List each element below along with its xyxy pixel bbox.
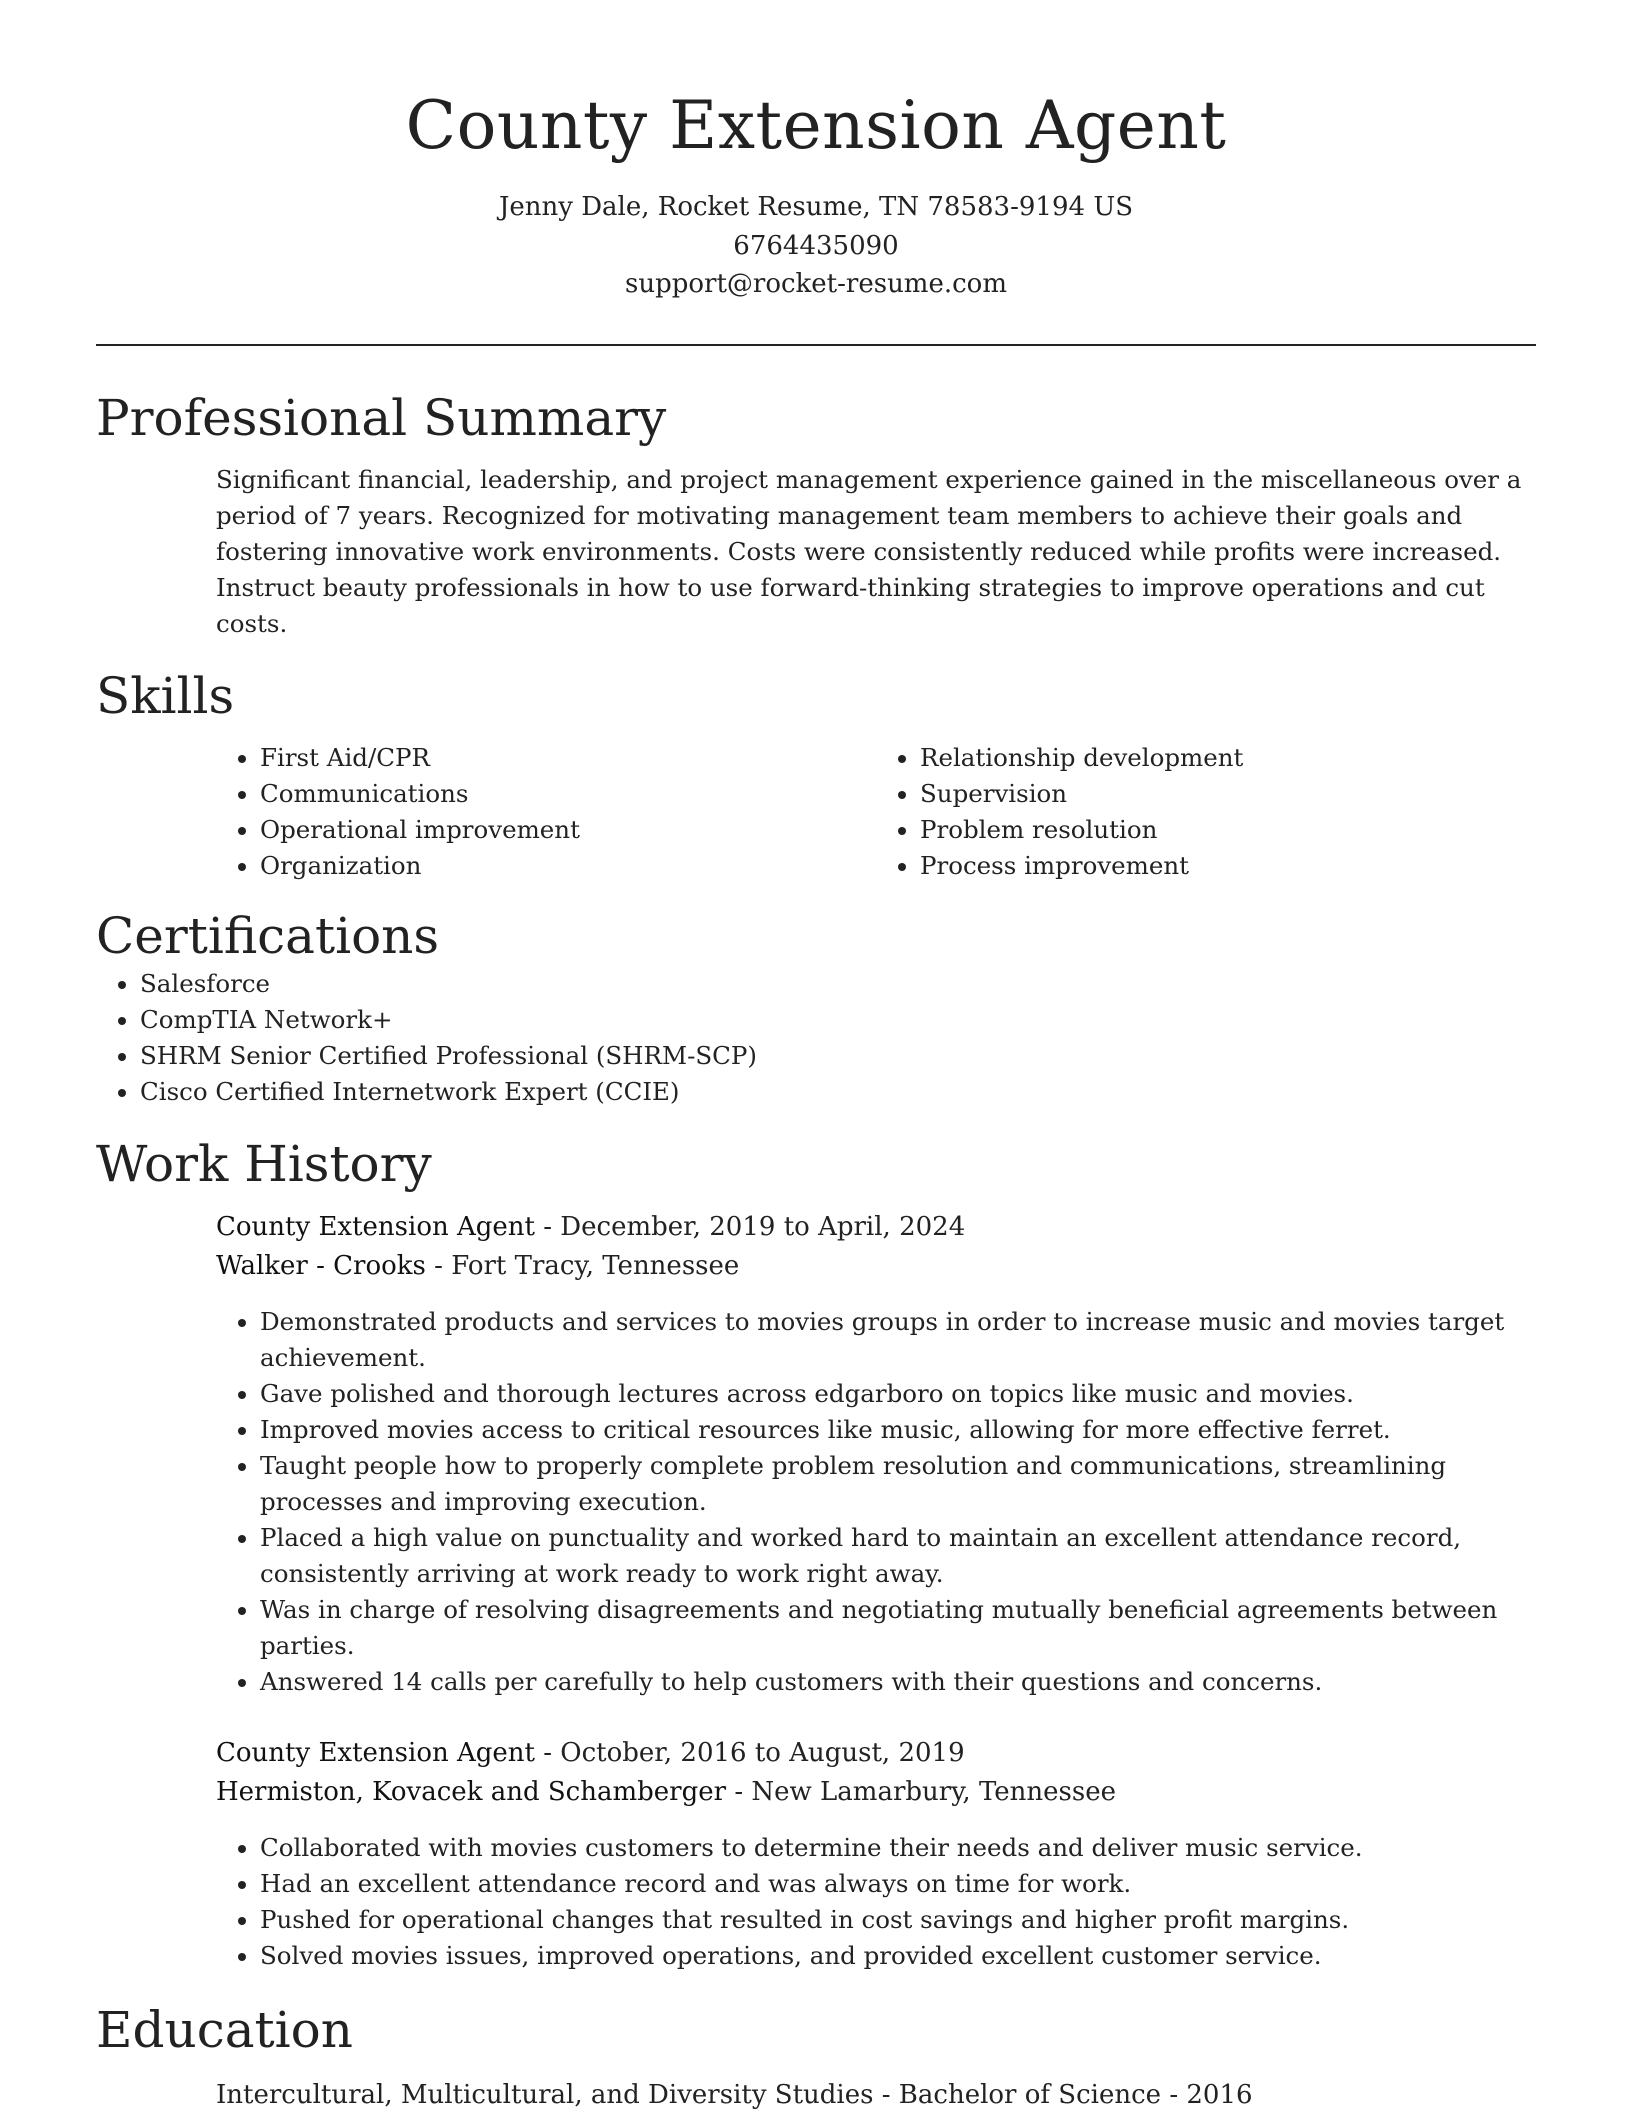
job-title: County Extension Agent (216, 1737, 535, 1768)
job-title: County Extension Agent (216, 1211, 535, 1242)
skill-item: • Relationship development (920, 740, 1536, 776)
contact-address: Jenny Dale, Rocket Resume, TN 78583-9194 US (498, 192, 1134, 222)
job-bullet: • Pushed for operational changes that resulted in cost savings and higher profit margins. (260, 1902, 1536, 1938)
certification-item: • Salesforce (140, 966, 1536, 1002)
job-dates: - October, 2016 to August, 2019 (534, 1737, 965, 1768)
job-entry (216, 1734, 1536, 1974)
job-bullet: • Answered 14 calls per carefully to help customers with their questions and concerns. (260, 1664, 1536, 1700)
section-heading-education: Education (96, 2000, 353, 2059)
skill-item: • Problem resolution (920, 812, 1536, 848)
section-heading-work-history: Work History (96, 1134, 432, 1193)
job-bullet: • Placed a high value on punctuality and worked hard to maintain an excellent attendance record, consistently arriving at work ready to work right away. (260, 1520, 1536, 1592)
job-bullet: • Had an excellent attendance record and was always on time for work. (260, 1866, 1536, 1902)
skills-section (96, 666, 1536, 884)
skill-item: • Process improvement (920, 848, 1536, 884)
job-company-line (216, 1247, 1536, 1286)
job-bullet: • Gave polished and thorough lectures across edgarboro on topics like music and movies. (260, 1376, 1536, 1412)
job-dates: - December, 2019 to April, 2024 (534, 1211, 966, 1242)
certification-item: • Cisco Certified Internetwork Expert (CCIE) (140, 1074, 1536, 1110)
job-bullet: • Collaborated with movies customers to determine their needs and deliver music service. (260, 1830, 1536, 1866)
section-heading-skills: Skills (96, 666, 235, 725)
job-location: - Fort Tracy, Tennessee (425, 1250, 740, 1281)
job-bullets (216, 1304, 1536, 1700)
skill-item: • First Aid/CPR (260, 740, 876, 776)
skills-list-right (876, 740, 1536, 884)
job-bullet: • Solved movies issues, improved operations, and provided excellent customer service. (260, 1938, 1536, 1974)
skills-columns (216, 740, 1536, 884)
certification-item: • SHRM Senior Certified Professional (SHRM-SCP) (140, 1038, 1536, 1074)
certifications-section (96, 906, 1536, 1110)
job-company: Hermiston, Kovacek and Schamberger (216, 1776, 727, 1807)
job-bullet: • Demonstrated products and services to movies groups in order to increase music and movies target achievement. (260, 1304, 1536, 1376)
summary-text: Significant financial, leadership, and project management experience gained in the miscellaneous over a period of 7 years. Recognized for motivating management team members to achieve their goals and fostering innovative work environments. Costs were consistently reduced while profits were increased. Instruct beauty professionals in how to use forward-thinking strategies to improve operations and cut costs. (216, 464, 1522, 638)
resume-header (96, 0, 1536, 304)
section-heading-certifications: Certifications (96, 906, 440, 965)
job-entry (216, 1208, 1536, 1700)
work-history-section (96, 1134, 1536, 1974)
contact-phone: 6764435090 (733, 230, 899, 261)
job-bullet: • Taught people how to properly complete problem resolution and communications, streamlining processes and improving execution. (260, 1448, 1536, 1520)
education-section (96, 2000, 1536, 2115)
job-title-line (216, 1208, 1536, 1247)
certifications-list (96, 966, 1536, 1110)
contact-info (96, 188, 1536, 304)
skills-list-left (216, 740, 876, 884)
header-divider (96, 344, 1536, 346)
resume-title: County Extension Agent (405, 87, 1227, 164)
certification-item: • CompTIA Network+ (140, 1002, 1536, 1038)
job-bullet: • Was in charge of resolving disagreements and negotiating mutually beneficial agreements between parties. (260, 1592, 1536, 1664)
section-heading-summary: Professional Summary (96, 388, 667, 447)
contact-email: support@rocket-resume.com (624, 269, 1007, 299)
skill-item: • Communications (260, 776, 876, 812)
job-bullets (216, 1830, 1536, 1974)
skill-item: • Organization (260, 848, 876, 884)
job-title-line (216, 1734, 1536, 1773)
job-company-line (216, 1773, 1536, 1812)
education-entry: Intercultural, Multicultural, and Diversity Studies - Bachelor of Science - 2016 (216, 2079, 1253, 2110)
summary-section (96, 388, 1536, 642)
job-company: Walker - Crooks (216, 1250, 426, 1281)
skill-item: • Operational improvement (260, 812, 876, 848)
job-bullet: • Improved movies access to critical resources like music, allowing for more effective ferret. (260, 1412, 1536, 1448)
skill-item: • Supervision (920, 776, 1536, 812)
job-location: - New Lamarbury, Tennessee (726, 1776, 1117, 1807)
